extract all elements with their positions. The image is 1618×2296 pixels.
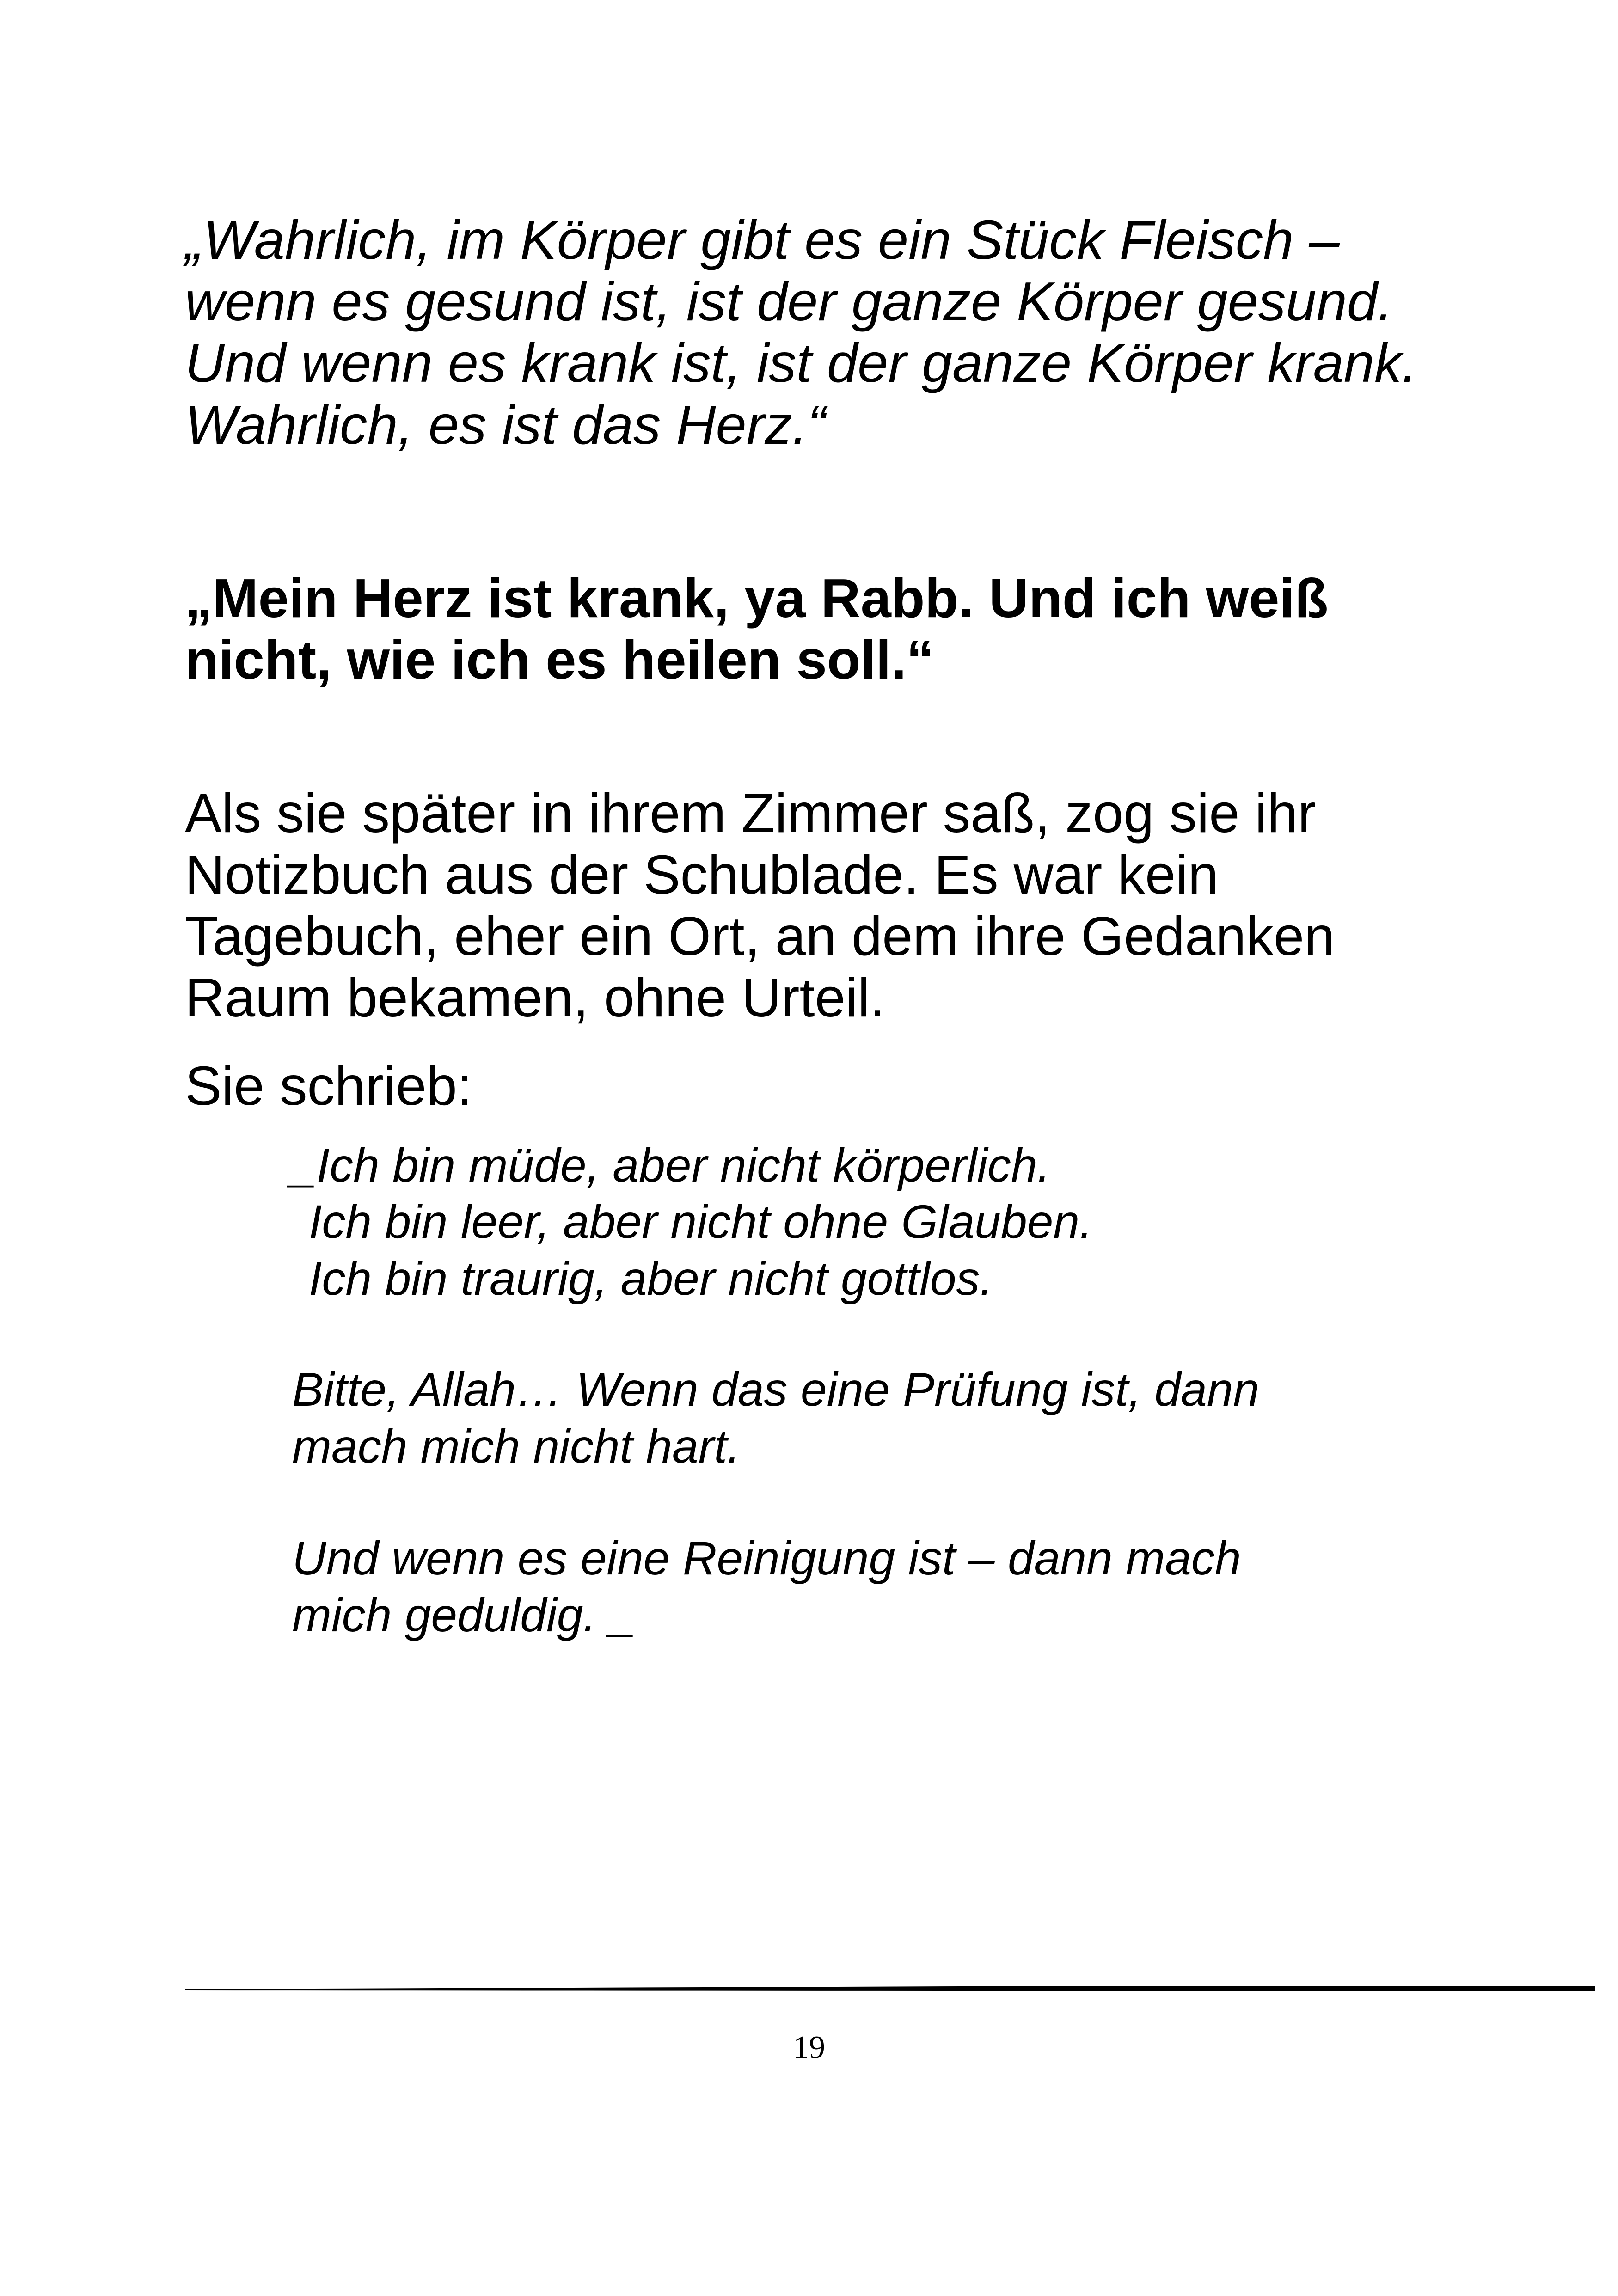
quote-line-2: wenn es gesund ist, ist der ganze Körper gesund. [185, 271, 1393, 332]
narrative-line-4: Raum bekamen, ohne Urteil. [185, 967, 885, 1029]
page-number: 19 [793, 2030, 825, 2065]
prayer-line-2: nicht, wie ich es heilen soll.“ [185, 629, 934, 691]
note-line-2: Ich bin leer, aber nicht ohne Glauben. [309, 1195, 1093, 1248]
narrative-line-2: Notizbuch aus der Schublade. Es war kein [185, 844, 1219, 906]
prayer-line-1: „Mein Herz ist krank, ya Rabb. Und ich weiß [185, 568, 1329, 629]
note-line-5: mach mich nicht hart. [292, 1420, 741, 1473]
note-line-1: _Ich bin müde, aber nicht körperlich. [290, 1139, 1051, 1192]
quote-line-4: Wahrlich, es ist das Herz.“ [185, 394, 826, 456]
quote-line-3: Und wenn es krank ist, ist der ganze Körper krank. [185, 332, 1417, 394]
note-line-6: Und wenn es eine Reinigung ist – dann mach [292, 1532, 1241, 1585]
narrative-line-3: Tagebuch, eher ein Ort, an dem ihre Gedanken [185, 906, 1335, 967]
note-line-3: Ich bin traurig, aber nicht gottlos. [309, 1252, 993, 1305]
note-line-4: Bitte, Allah… Wenn das eine Prüfung ist, dann [292, 1363, 1260, 1416]
note-line-7: mich geduldig. _ [292, 1589, 636, 1641]
narrative-line-1: Als sie später in ihrem Zimmer saß, zog sie ihr [185, 783, 1316, 844]
footer-rule [185, 1984, 1595, 1993]
quote-line-1: „Wahrlich, im Körper gibt es ein Stück Fleisch – [185, 209, 1340, 271]
narrative-intro: Sie schrieb: [185, 1055, 472, 1117]
